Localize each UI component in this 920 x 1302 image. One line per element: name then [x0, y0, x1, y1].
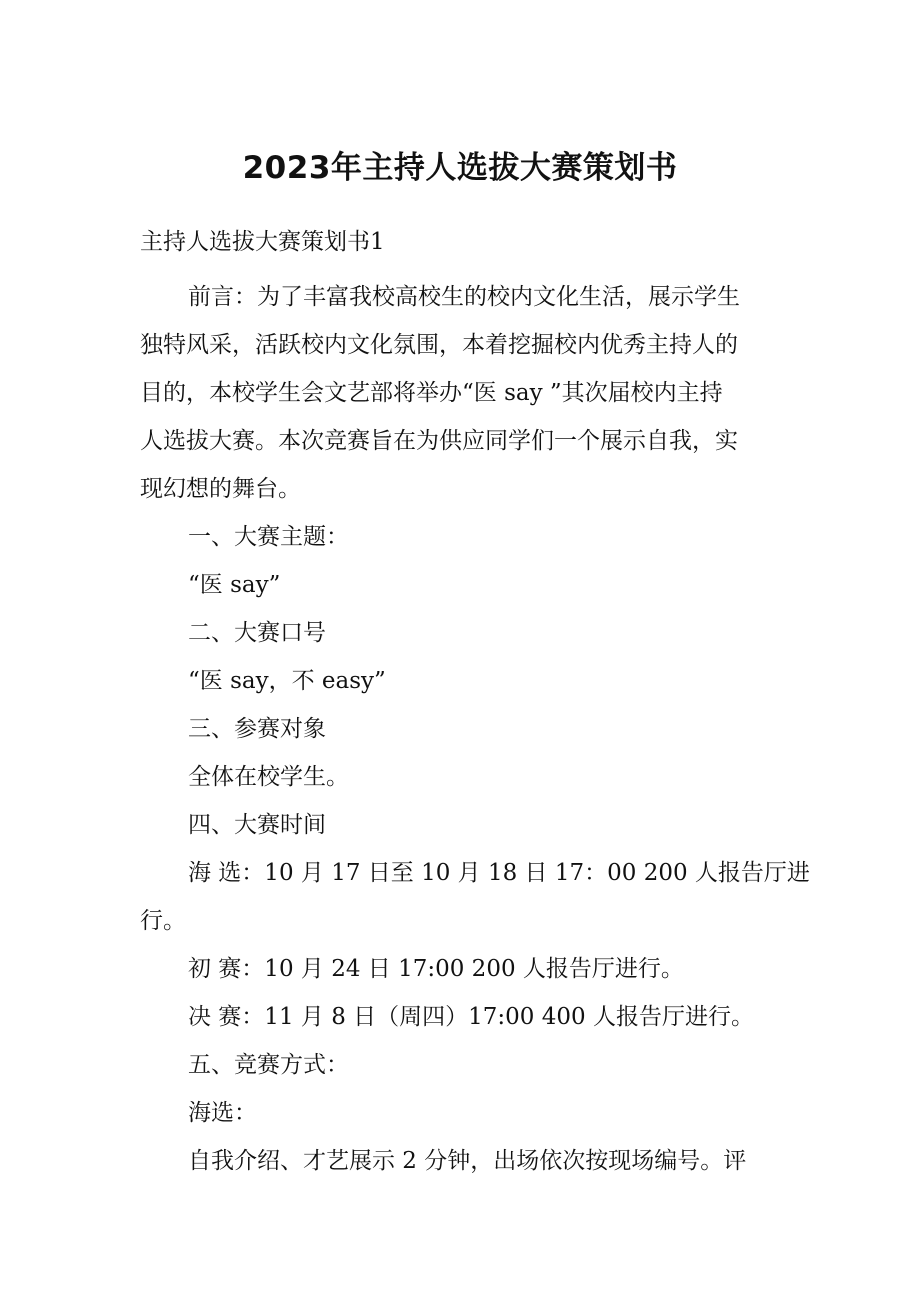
paragraph-line: 现幻想的舞台。 [140, 476, 301, 502]
section-heading: 四、大赛时间 [188, 812, 326, 838]
paragraph-line: 独特风采，活跃校内文化氛围，本着挖掘校内优秀主持人的 [140, 332, 738, 358]
paragraph-line: 初 赛：10 月 24 日 17:00 200 人报告厅进行。 [188, 956, 684, 982]
paragraph-line: 目的，本校学生会文艺部将举办“医 say ”其次届校内主持 [140, 380, 723, 406]
paragraph-line: “医 say” [188, 572, 281, 598]
document-title: 2023年主持人选拔大赛策划书 [242, 150, 678, 186]
paragraph-line: 前言：为了丰富我校高校生的校内文化生活，展示学生 [188, 284, 740, 310]
section-subtitle: 主持人选拔大赛策划书1 [140, 229, 385, 255]
paragraph-line: 海选： [188, 1100, 257, 1126]
paragraph-line: “医 say，不 easy” [188, 668, 386, 694]
section-heading: 三、参赛对象 [188, 716, 326, 742]
paragraph-line: 行。 [140, 908, 186, 934]
paragraph-line: 人选拔大赛。本次竞赛旨在为供应同学们一个展示自我，实 [140, 428, 738, 454]
paragraph-line: 自我介绍、才艺展示 2 分钟，出场依次按现场编号。评 [188, 1148, 747, 1174]
section-heading: 五、竞赛方式： [188, 1052, 349, 1078]
paragraph-line: 海 选：10 月 17 日至 10 月 18 日 17：00 200 人报告厅进 [188, 860, 810, 886]
section-heading: 一、大赛主题： [188, 524, 349, 550]
paragraph-line: 决 赛：11 月 8 日（周四）17:00 400 人报告厅进行。 [188, 1004, 754, 1030]
paragraph-line: 全体在校学生。 [188, 764, 349, 790]
section-heading: 二、大赛口号 [188, 620, 326, 646]
